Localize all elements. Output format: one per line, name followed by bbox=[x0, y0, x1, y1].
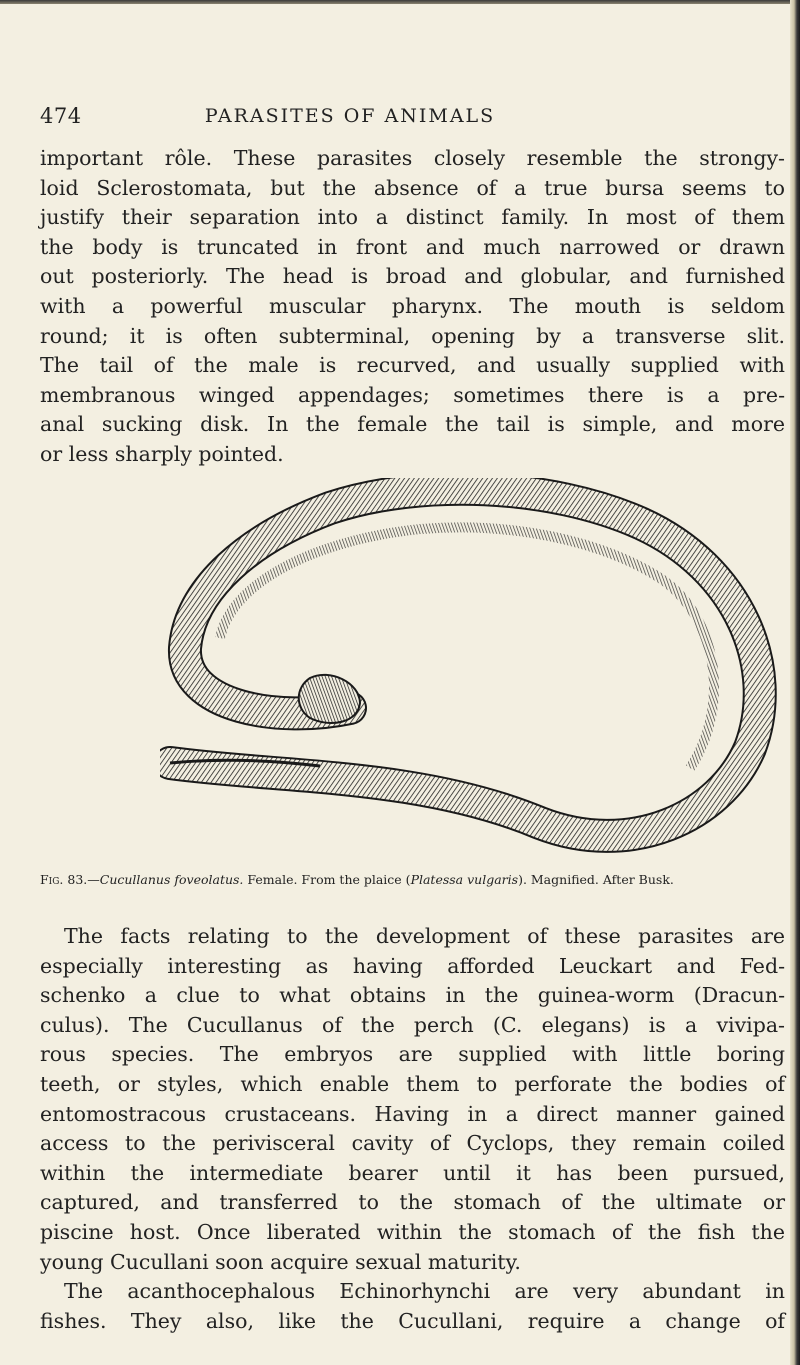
coiled-worm-illustration bbox=[160, 478, 780, 868]
text-line: access to the perivisceral cavity of Cyclops, they remain coiled bbox=[40, 1131, 785, 1156]
text-line: teeth, or styles, which enable them to perforate the bodies of bbox=[40, 1071, 785, 1096]
figure-caption: Fig. 83.—Cucullanus foveolatus. Female. From the plaice (Platessa vulgaris). Magnified. After Busk. bbox=[40, 872, 674, 887]
figure-coiled-worm bbox=[160, 478, 780, 868]
text-line: or less sharply pointed. bbox=[40, 441, 284, 466]
running-head: PARASITES OF ANIMALS bbox=[204, 105, 496, 127]
text-line: The facts relating to the development of these parasites are bbox=[64, 924, 785, 948]
paragraph-1 bbox=[40, 144, 785, 470]
text-line: The tail of the male is recurved, and usually supplied with bbox=[40, 353, 785, 378]
text-line: captured, and transferred to the stomach of the ultimate or bbox=[40, 1190, 785, 1215]
species-name: Cucullanus foveolatus. bbox=[99, 872, 244, 887]
text-line: the body is truncated in front and much narrowed or drawn bbox=[40, 234, 785, 259]
text-line: entomostracous crustaceans. Having in a direct manner gained bbox=[40, 1101, 785, 1126]
caption-text: Female. From the plaice ( bbox=[243, 872, 411, 887]
caption-text: ). Magnified. After Busk. bbox=[518, 872, 674, 887]
paragraph-2 bbox=[40, 922, 785, 1336]
text-line: important rôle. These parasites closely resemble the strongy- bbox=[40, 146, 785, 170]
text-line: schenko a clue to what obtains in the guinea-worm (Dracun- bbox=[40, 983, 785, 1008]
text-line: fishes. They also, like the Cucullani, require a change of bbox=[40, 1308, 785, 1333]
host-name: Platessa vulgaris bbox=[410, 872, 519, 887]
text-line: justify their separation into a distinct family. In most of them bbox=[40, 205, 785, 230]
text-line: round; it is often subterminal, opening by a transverse slit. bbox=[40, 323, 785, 348]
text-line: rous species. The embryos are supplied with little boring bbox=[40, 1042, 785, 1067]
text-line: within the intermediate bearer until it has been pursued, bbox=[40, 1160, 785, 1185]
page-right-edge bbox=[790, 0, 800, 1365]
text-line: piscine host. Once liberated within the stomach of the fish the bbox=[40, 1219, 785, 1244]
text-line: out posteriorly. The head is broad and globular, and furnished bbox=[40, 264, 785, 289]
page-number: 474 bbox=[40, 104, 82, 128]
text-line: with a powerful muscular pharynx. The mouth is seldom bbox=[40, 293, 785, 318]
figure-label: Fig. 83. bbox=[40, 872, 88, 887]
text-line: loid Sclerostomata, but the absence of a true bursa seems to bbox=[40, 175, 785, 200]
text-line: culus). The Cucullanus of the perch (C. elegans) is a vivipa- bbox=[40, 1012, 785, 1037]
text-line: young Cucullani soon acquire sexual maturity. bbox=[40, 1249, 521, 1274]
page-header bbox=[40, 100, 786, 134]
text-line: The acanthocephalous Echinorhynchi are very abundant in bbox=[64, 1279, 785, 1304]
text-line: membranous winged appendages; sometimes there is a pre- bbox=[40, 382, 785, 407]
page-top-edge bbox=[0, 0, 800, 4]
text-line: anal sucking disk. In the female the tail is simple, and more bbox=[40, 412, 785, 437]
text-line: especially interesting as having afforded Leuckart and Fed- bbox=[40, 953, 785, 978]
